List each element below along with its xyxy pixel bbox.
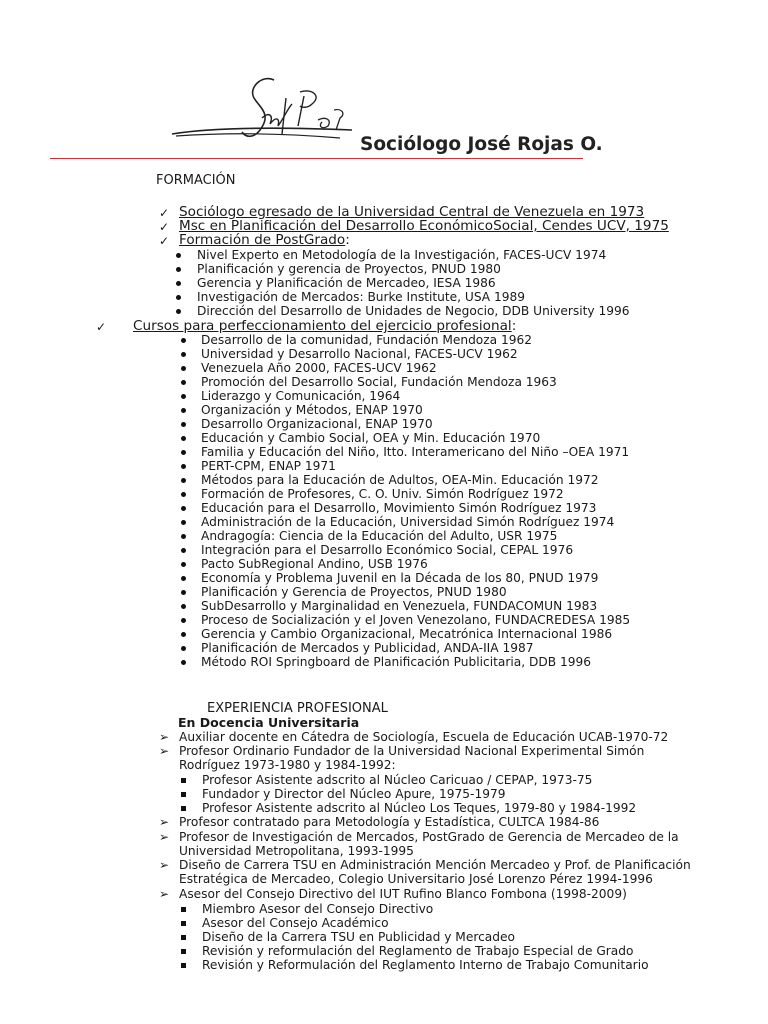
experiencia-item-4-line1: Profesor de Investigación de Mercados, PostGrado de Gerencia de Mercadeo de la xyxy=(179,830,679,844)
curso-item: Pacto SubRegional Andino, USB 1976 xyxy=(201,557,428,571)
curso-item: Promoción del Desarrollo Social, Fundación Mendoza 1963 xyxy=(201,375,557,389)
experiencia-subitem: Profesor Asistente adscrito al Núcleo Caricuao / CEPAP, 1973-75 xyxy=(202,773,593,787)
experiencia-subitem: Asesor del Consejo Académico xyxy=(202,916,389,930)
square-bullet-icon xyxy=(181,806,186,811)
curso-item: SubDesarrollo y Marginalidad en Venezuela, FUNDACOMUN 1983 xyxy=(201,599,598,613)
bullet-icon xyxy=(181,464,186,469)
curso-item: Integración para el Desarrollo Económico Social, CEPAL 1976 xyxy=(201,543,574,557)
arrow-bullet-icon: ➢ xyxy=(159,815,170,829)
bullet-icon xyxy=(181,422,186,427)
experiencia-subitem: Revisión y reformulación del Reglamento de Trabajo Especial de Grado xyxy=(202,944,634,958)
bullet-icon xyxy=(176,253,181,258)
bullet-icon xyxy=(181,534,186,539)
experiencia-item-1: Auxiliar docente en Cátedra de Sociología, Escuela de Educación UCAB-1970-72 xyxy=(179,730,669,744)
experiencia-item-5-line1: Diseño de Carrera TSU en Administración Mención Mercadeo y Prof. de Planificación xyxy=(179,858,691,872)
check-icon: ✓ xyxy=(159,234,170,248)
experiencia-item-2-line1: Profesor Ordinario Fundador de la Universidad Nacional Experimental Simón xyxy=(179,744,645,758)
curso-item: Economía y Problema Juvenil en la Década de los 80, PNUD 1979 xyxy=(201,571,599,585)
arrow-bullet-icon: ➢ xyxy=(159,858,170,872)
curso-item: Administración de la Educación, Universidad Simón Rodríguez 1974 xyxy=(201,515,615,529)
bullet-icon xyxy=(181,478,186,483)
postgrado-item: Nivel Experto en Metodología de la Investigación, FACES-UCV 1974 xyxy=(197,248,607,262)
curso-item: Desarrollo de la comunidad, Fundación Mendoza 1962 xyxy=(201,333,533,347)
curso-item: Formación de Profesores, C. O. Univ. Simón Rodríguez 1972 xyxy=(201,487,564,501)
curso-item: Educación y Cambio Social, OEA y Min. Educación 1970 xyxy=(201,431,541,445)
experiencia-subitem: Diseño de la Carrera TSU en Publicidad y Mercadeo xyxy=(202,930,515,944)
curso-item: Universidad y Desarrollo Nacional, FACES-UCV 1962 xyxy=(201,347,518,361)
bullet-icon xyxy=(176,267,181,272)
check-icon: ✓ xyxy=(96,320,107,334)
curso-item: Andragogía: Ciencia de la Educación del Adulto, USR 1975 xyxy=(201,529,558,543)
check-icon: ✓ xyxy=(159,206,170,220)
bullet-icon xyxy=(181,660,186,665)
signature-image xyxy=(162,68,362,158)
square-bullet-icon xyxy=(181,963,186,968)
curso-item: Métodos para la Educación de Adultos, OEA-Min. Educación 1972 xyxy=(201,473,599,487)
square-bullet-icon xyxy=(181,921,186,926)
postgrado-label: Formación de PostGrado xyxy=(179,232,346,248)
experiencia-subitem: Miembro Asesor del Consejo Directivo xyxy=(202,902,434,916)
bullet-icon xyxy=(181,646,186,651)
curso-item: Gerencia y Cambio Organizacional, Mecatrónica Internacional 1986 xyxy=(201,627,613,641)
square-bullet-icon xyxy=(181,935,186,940)
curso-item: Proceso de Socialización y el Joven Venezolano, FUNDACREDESA 1985 xyxy=(201,613,631,627)
check-icon: ✓ xyxy=(159,220,170,234)
postgrado-colon: : xyxy=(345,232,350,248)
curso-item: Método ROI Springboard de Planificación Publicitaria, DDB 1996 xyxy=(201,655,591,669)
bullet-icon xyxy=(181,352,186,357)
experiencia-item-5-line2: Estratégica de Mercadeo, Colegio Universitario José Lorenzo Pérez 1994-1996 xyxy=(179,872,653,886)
curso-item: Organización y Métodos, ENAP 1970 xyxy=(201,403,423,417)
formacion-item-2: Msc en Planificación del Desarrollo EconómicoSocial, Cendes UCV, 1975 xyxy=(179,218,669,234)
postgrado-item: Planificación y gerencia de Proyectos, PNUD 1980 xyxy=(197,262,501,276)
bullet-icon xyxy=(181,604,186,609)
bullet-icon xyxy=(181,548,186,553)
bullet-icon xyxy=(181,394,186,399)
postgrado-item: Gerencia y Planificación de Mercadeo, IESA 1986 xyxy=(197,276,496,290)
bullet-icon xyxy=(176,295,181,300)
bullet-icon xyxy=(181,450,186,455)
section-heading-formacion: FORMACIÓN xyxy=(156,173,236,188)
bullet-icon xyxy=(181,366,186,371)
bullet-icon xyxy=(181,380,186,385)
bullet-icon xyxy=(181,506,186,511)
formacion-item-1: Sociólogo egresado de la Universidad Central de Venezuela en 1973 xyxy=(179,204,645,220)
bullet-icon xyxy=(181,590,186,595)
title-divider xyxy=(50,158,583,159)
experiencia-subitem: Fundador y Director del Núcleo Apure, 1975-1979 xyxy=(202,787,506,801)
curso-item: Educación para el Desarrollo, Movimiento Simón Rodríguez 1973 xyxy=(201,501,597,515)
section-heading-experiencia: EXPERIENCIA PROFESIONAL xyxy=(207,701,388,716)
square-bullet-icon xyxy=(181,907,186,912)
postgrado-item: Investigación de Mercados: Burke Institute, USA 1989 xyxy=(197,290,526,304)
bullet-icon xyxy=(176,309,181,314)
cursos-label: Cursos para perfeccionamiento del ejercicio profesional xyxy=(133,318,512,334)
arrow-bullet-icon: ➢ xyxy=(159,730,170,744)
experiencia-item-2-line2: Rodríguez 1973-1980 y 1984-1992: xyxy=(179,758,396,772)
bullet-icon xyxy=(181,338,186,343)
square-bullet-icon xyxy=(181,792,186,797)
experiencia-item-3: Profesor contratado para Metodología y Estadística, CULTCA 1984-86 xyxy=(179,815,600,829)
bullet-icon xyxy=(181,562,186,567)
bullet-icon xyxy=(181,492,186,497)
experiencia-subitem: Profesor Asistente adscrito al Núcleo Los Teques, 1979-80 y 1984-1992 xyxy=(202,801,637,815)
curso-item: Familia y Educación del Niño, Itto. Interamericano del Niño –OEA 1971 xyxy=(201,445,630,459)
square-bullet-icon xyxy=(181,949,186,954)
bullet-icon xyxy=(181,618,186,623)
postgrado-item: Dirección del Desarrollo de Unidades de Negocio, DDB University 1996 xyxy=(197,304,630,318)
square-bullet-icon xyxy=(181,778,186,783)
bullet-icon xyxy=(181,576,186,581)
cursos-title xyxy=(133,319,516,333)
formacion-item-3 xyxy=(179,233,350,247)
experiencia-item-6: Asesor del Consejo Directivo del IUT Rufino Blanco Fombona (1998-2009) xyxy=(179,887,627,901)
experiencia-item-4-line2: Universidad Metropolitana, 1993-1995 xyxy=(179,844,414,858)
arrow-bullet-icon: ➢ xyxy=(159,744,170,758)
arrow-bullet-icon: ➢ xyxy=(159,830,170,844)
subheading-docencia: En Docencia Universitaria xyxy=(178,715,360,730)
bullet-icon xyxy=(181,632,186,637)
bullet-icon xyxy=(176,281,181,286)
curso-item: Planificación y Gerencia de Proyectos, PNUD 1980 xyxy=(201,585,507,599)
arrow-bullet-icon: ➢ xyxy=(159,887,170,901)
curso-item: Venezuela Año 2000, FACES-UCV 1962 xyxy=(201,361,437,375)
bullet-icon xyxy=(181,408,186,413)
person-name-title: Sociólogo José Rojas O. xyxy=(360,134,603,155)
curso-item: Liderazgo y Comunicación, 1964 xyxy=(201,389,401,403)
bullet-icon xyxy=(181,520,186,525)
experiencia-subitem: Revisión y Reformulación del Reglamento Interno de Trabajo Comunitario xyxy=(202,958,649,972)
curso-item: Desarrollo Organizacional, ENAP 1970 xyxy=(201,417,433,431)
bullet-icon xyxy=(181,436,186,441)
curso-item: Planificación de Mercados y Publicidad, ANDA-IIA 1987 xyxy=(201,641,534,655)
cursos-colon: : xyxy=(511,318,517,334)
curso-item: PERT-CPM, ENAP 1971 xyxy=(201,459,336,473)
